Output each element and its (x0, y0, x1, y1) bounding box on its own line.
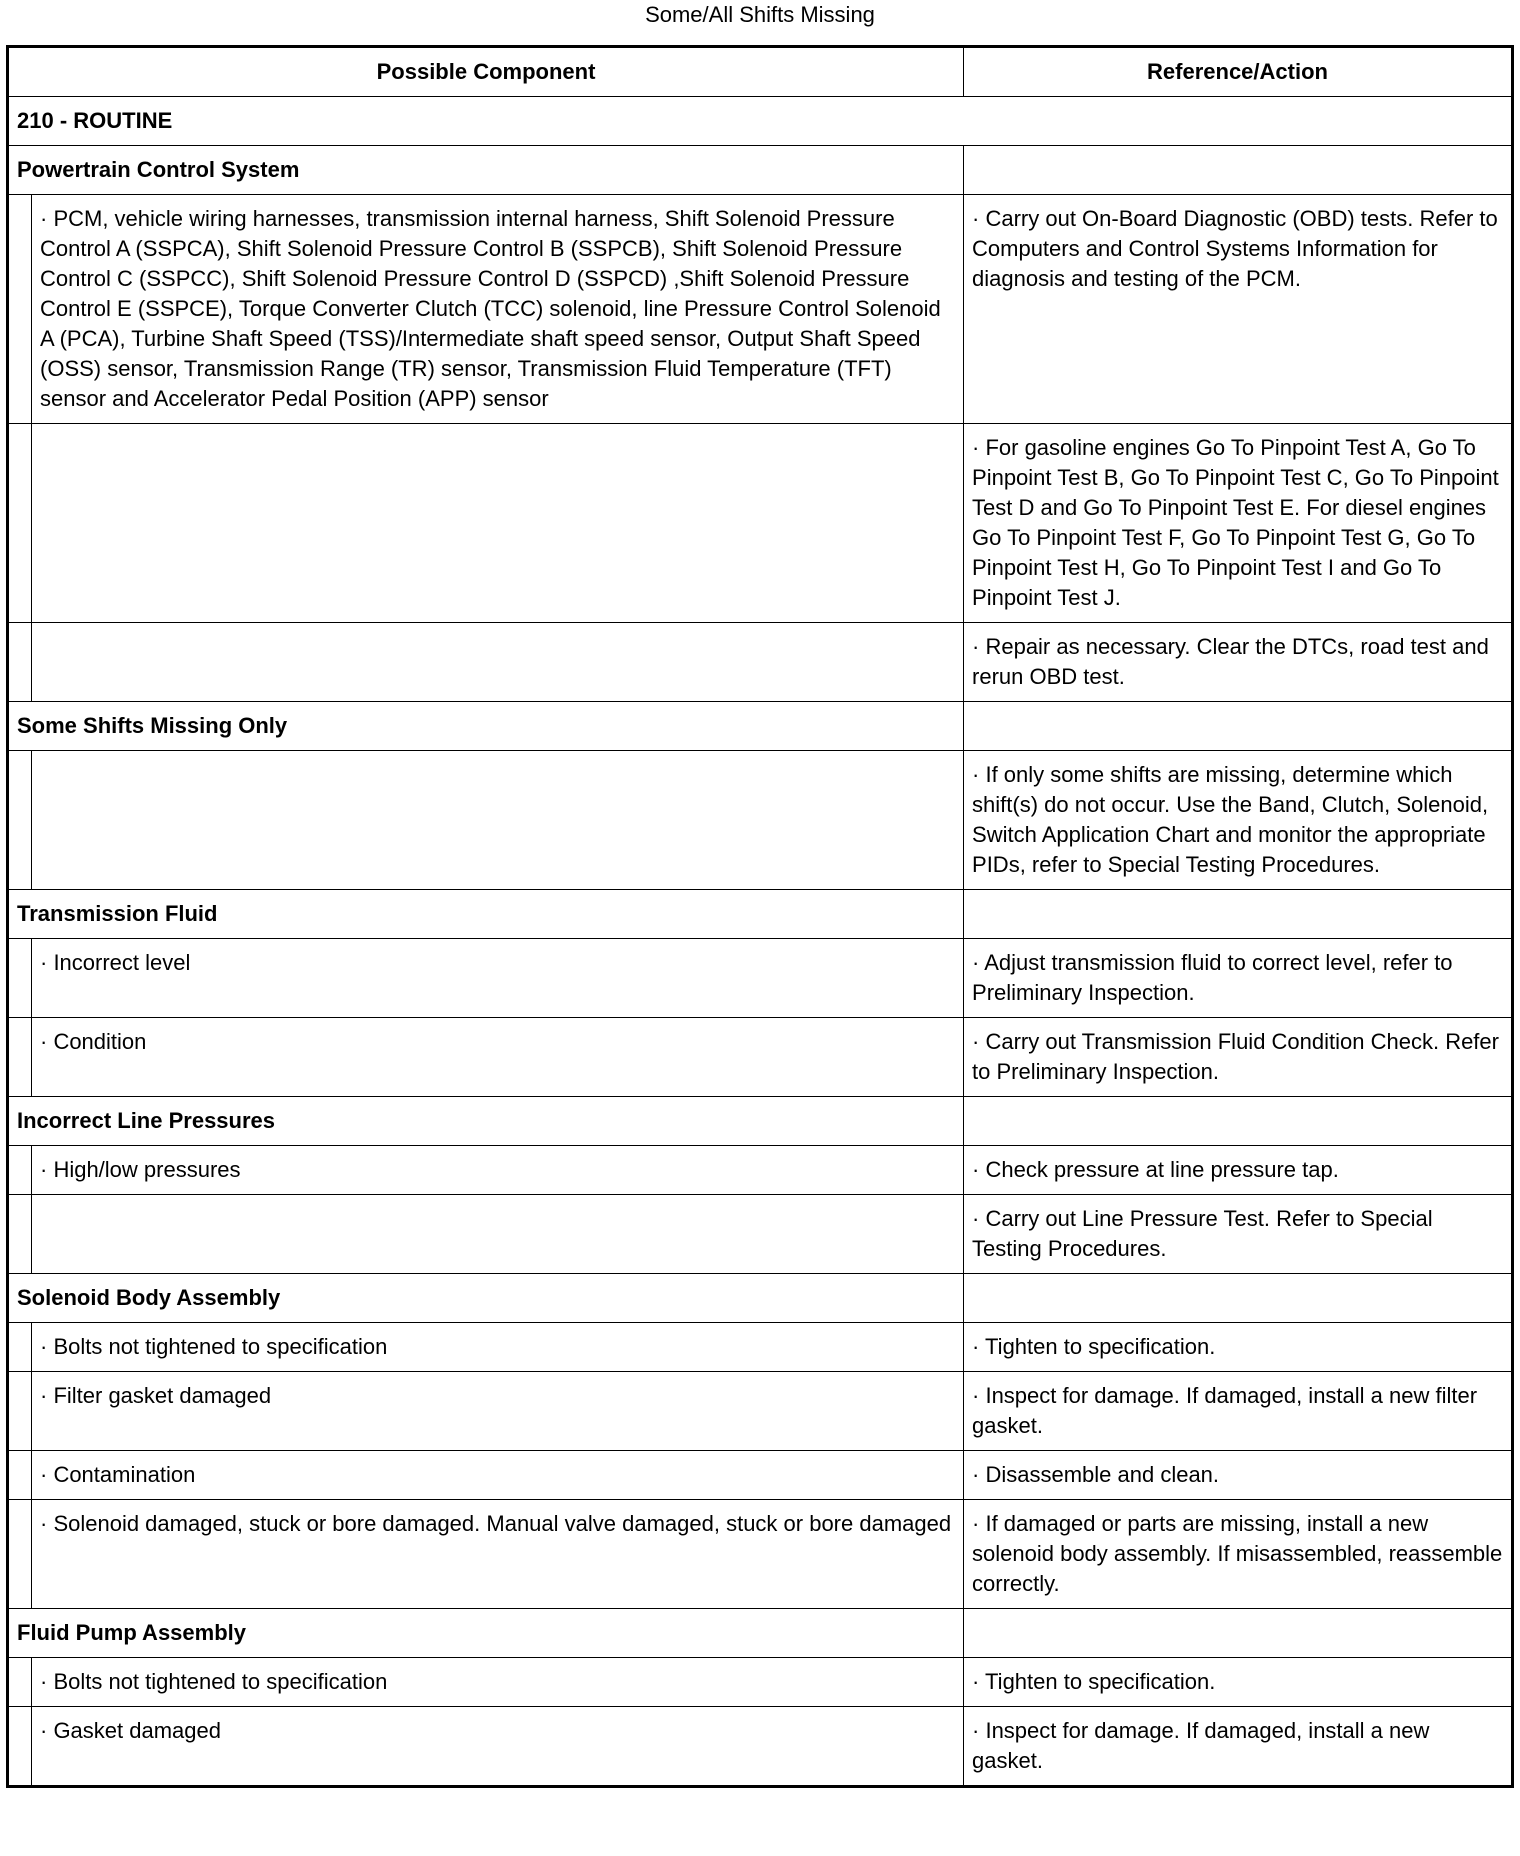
action-cell: · Carry out On-Board Diagnostic (OBD) tests. Refer to Computers and Control Systems Information for diagnosis and testing of the PCM. (964, 195, 1513, 424)
table-row (8, 1451, 1513, 1500)
table-row (8, 1323, 1513, 1372)
table-row (8, 195, 1513, 424)
component-cell (32, 424, 964, 623)
section-action-empty (964, 1097, 1513, 1146)
section-action-empty (964, 1274, 1513, 1323)
component-cell (32, 751, 964, 890)
component-cell: · Bolts not tightened to specification (32, 1658, 964, 1707)
component-cell: · Incorrect level (32, 939, 964, 1018)
section-title: Some Shifts Missing Only (8, 702, 964, 751)
table-row (8, 623, 1513, 702)
section-row (8, 146, 1513, 195)
action-cell: · Check pressure at line pressure tap. (964, 1146, 1513, 1195)
action-cell: · Tighten to specification. (964, 1658, 1513, 1707)
section-action-empty (964, 702, 1513, 751)
action-cell: · If only some shifts are missing, determine which shift(s) do not occur. Use the Band, Clutch, Solenoid, Switch Application Chart and monitor the appropriate PIDs, refer to Special Testing Procedures. (964, 751, 1513, 890)
component-cell (32, 1195, 964, 1274)
component-cell: · Bolts not tightened to specification (32, 1323, 964, 1372)
action-cell: · For gasoline engines Go To Pinpoint Test A, Go To Pinpoint Test B, Go To Pinpoint Test C, Go To Pinpoint Test D and Go To Pinpoint Test E. For diesel engines Go To Pinpoint Test F, Go To Pinpoint Test G, Go To Pinpoint Test H, Go To Pinpoint Test I and Go To Pinpoint Test J. (964, 424, 1513, 623)
indent-cell (8, 1707, 32, 1787)
indent-cell (8, 195, 32, 424)
diagnostic-table (6, 45, 1514, 1788)
indent-cell (8, 424, 32, 623)
table-row (8, 939, 1513, 1018)
table-row (8, 751, 1513, 890)
action-cell: · If damaged or parts are missing, install a new solenoid body assembly. If misassembled, reassemble correctly. (964, 1500, 1513, 1609)
section-action-empty (964, 1609, 1513, 1658)
action-cell: · Repair as necessary. Clear the DTCs, road test and rerun OBD test. (964, 623, 1513, 702)
indent-cell (8, 1500, 32, 1609)
table-row (8, 1658, 1513, 1707)
section-row (8, 702, 1513, 751)
routine-label: 210 - ROUTINE (8, 97, 1513, 146)
routine-row (8, 97, 1513, 146)
table-row (8, 424, 1513, 623)
action-cell: · Inspect for damage. If damaged, install a new gasket. (964, 1707, 1513, 1787)
section-row (8, 1274, 1513, 1323)
action-cell: · Tighten to specification. (964, 1323, 1513, 1372)
indent-cell (8, 1372, 32, 1451)
component-cell: · Solenoid damaged, stuck or bore damaged. Manual valve damaged, stuck or bore damaged (32, 1500, 964, 1609)
page-title: Some/All Shifts Missing (645, 2, 875, 27)
table-row (8, 1372, 1513, 1451)
header-action: Reference/Action (964, 47, 1513, 97)
section-row (8, 1609, 1513, 1658)
section-action-empty (964, 146, 1513, 195)
header-component: Possible Component (8, 47, 964, 97)
header-row (8, 47, 1513, 97)
indent-cell (8, 623, 32, 702)
action-cell: · Inspect for damage. If damaged, install a new filter gasket. (964, 1372, 1513, 1451)
indent-cell (8, 1195, 32, 1274)
component-cell: · Gasket damaged (32, 1707, 964, 1787)
action-cell: · Carry out Transmission Fluid Condition Check. Refer to Preliminary Inspection. (964, 1018, 1513, 1097)
component-cell (32, 623, 964, 702)
section-title: Fluid Pump Assembly (8, 1609, 964, 1658)
table-row (8, 1018, 1513, 1097)
component-cell: · Contamination (32, 1451, 964, 1500)
indent-cell (8, 1451, 32, 1500)
section-row (8, 890, 1513, 939)
action-cell: · Carry out Line Pressure Test. Refer to Special Testing Procedures. (964, 1195, 1513, 1274)
indent-cell (8, 751, 32, 890)
indent-cell (8, 1146, 32, 1195)
indent-cell (8, 939, 32, 1018)
component-cell: · Filter gasket damaged (32, 1372, 964, 1451)
table-row (8, 1500, 1513, 1609)
indent-cell (8, 1658, 32, 1707)
component-cell: · PCM, vehicle wiring harnesses, transmission internal harness, Shift Solenoid Pressure Control A (SSPCA), Shift Solenoid Pressure Control B (SSPCB), Shift Solenoid Pressure Control C (SSPCC), Shift Solenoid Pressure Control D (SSPCD) ,Shift Solenoid Pressure Control E (SSPCE), Torque Converter Clutch (TCC) solenoid, line Pressure Control Solenoid A (PCA), Turbine Shaft Speed (TSS)/Intermediate shaft speed sensor, Output Shaft Speed (OSS) sensor, Transmission Range (TR) sensor, Transmission Fluid Temperature (TFT) sensor and Accelerator Pedal Position (APP) sensor (32, 195, 964, 424)
component-cell: · High/low pressures (32, 1146, 964, 1195)
section-title: Incorrect Line Pressures (8, 1097, 964, 1146)
indent-cell (8, 1323, 32, 1372)
section-title: Powertrain Control System (8, 146, 964, 195)
action-cell: · Adjust transmission fluid to correct level, refer to Preliminary Inspection. (964, 939, 1513, 1018)
component-cell: · Condition (32, 1018, 964, 1097)
table-row (8, 1146, 1513, 1195)
table-row (8, 1707, 1513, 1787)
section-title: Transmission Fluid (8, 890, 964, 939)
action-cell: · Disassemble and clean. (964, 1451, 1513, 1500)
indent-cell (8, 1018, 32, 1097)
section-title: Solenoid Body Assembly (8, 1274, 964, 1323)
section-row (8, 1097, 1513, 1146)
table-row (8, 1195, 1513, 1274)
section-action-empty (964, 890, 1513, 939)
